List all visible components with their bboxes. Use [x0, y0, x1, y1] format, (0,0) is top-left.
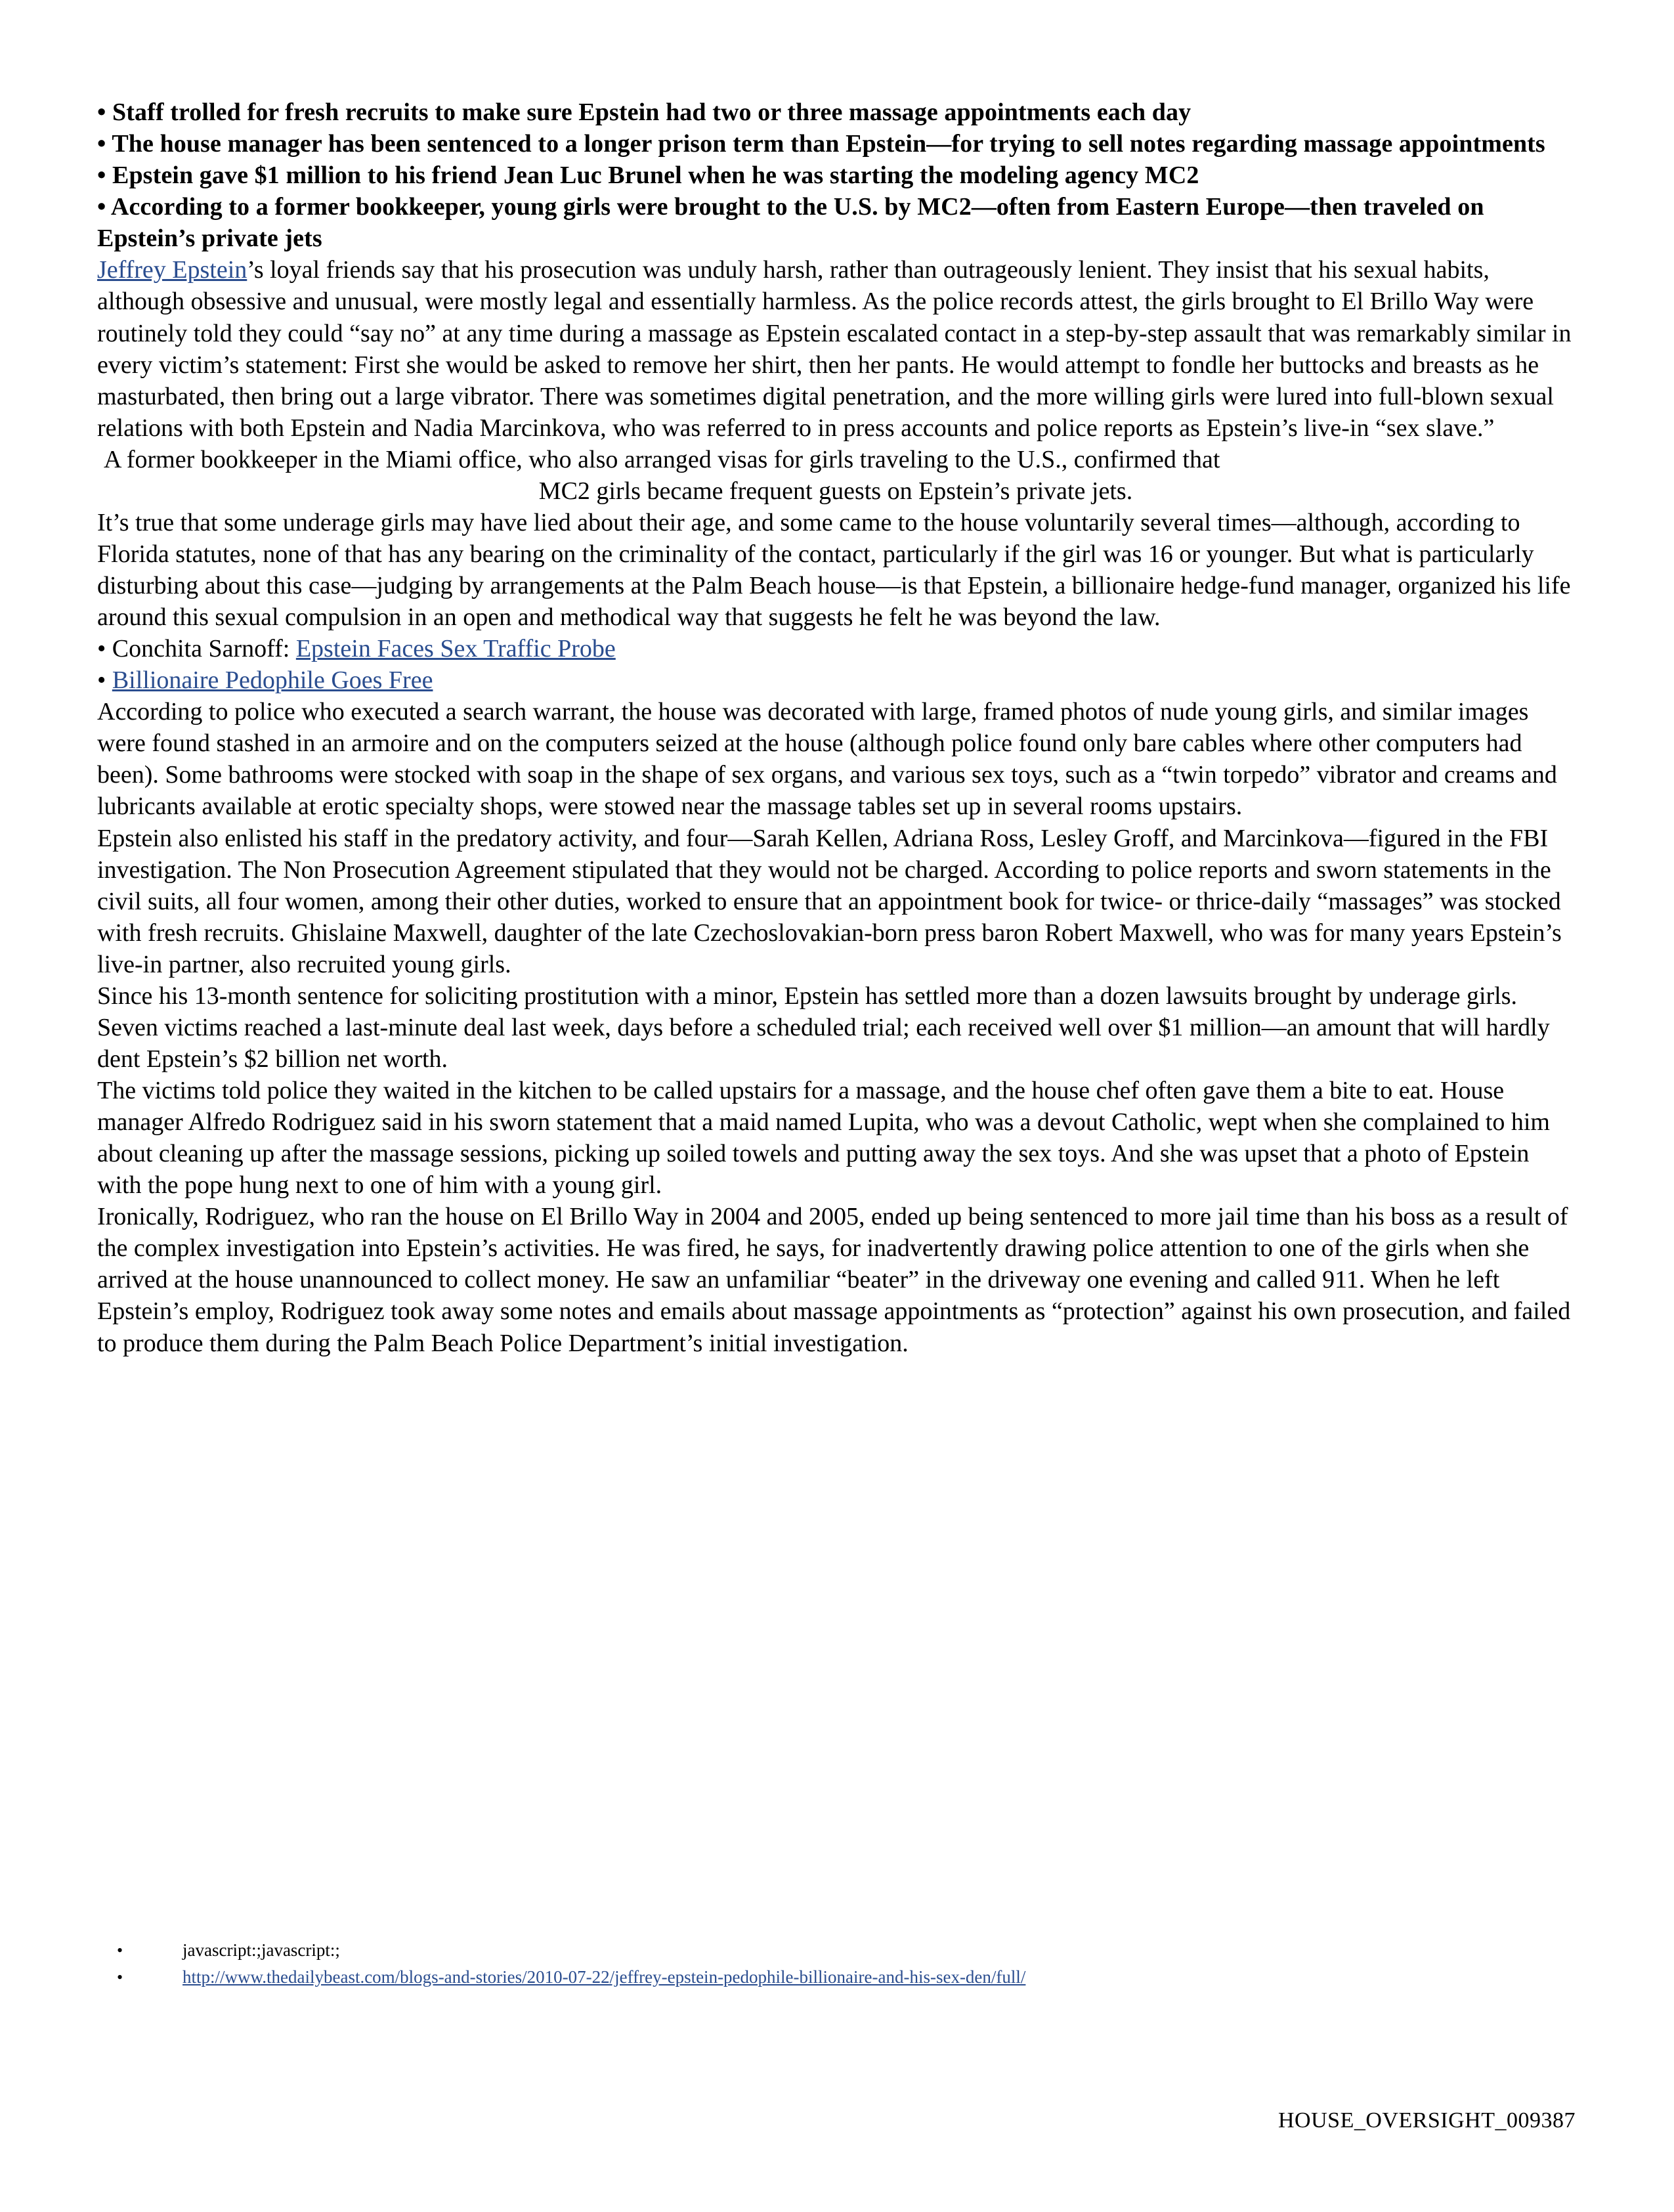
- paragraph-3: According to police who executed a search warrant, the house was decorated with large, framed photos of nude young girls, and similar images were found stashed in an armoire and on the computers seized at the house (although police found only bare cables where other computers had been). Some bathrooms were stocked with soap in the shape of sex organs, and various sex toys, such as a “twin torpedo” vibrator and creams and lubricants available at erotic specialty shops, were stowed near the massage tables set up in several rooms upstairs.: [97, 698, 1557, 821]
- paragraph-4: Epstein also enlisted his staff in the predatory activity, and four—Sarah Kellen, Adriana Ross, Lesley Groff, and Marcinkova—figured in the FBI investigation. The Non Prosecution Agreement stipulated that they would not be charged. According to police reports and sworn statements in the civil suits, all four women, among their other duties, worked to ensure that an appointment book for twice- or thrice-daily “massages” was stocked with fresh recruits. Ghislaine Maxwell, daughter of the late Czechoslovakian-born press baron Robert Maxwell, who was for many years Epstein’s live-in partner, also recruited young girls.: [97, 824, 1562, 978]
- footnote-text-1: javascript:;javascript:;: [182, 1940, 340, 1960]
- footnote-item-1: [97, 1937, 1574, 1964]
- epstein-faces-sex-traffic-probe-link[interactable]: Epstein Faces Sex Traffic Probe: [295, 635, 616, 663]
- daily-beast-url-link[interactable]: http://www.thedailybeast.com/blogs-and-stories/2010-07-22/jeffrey-epstein-pedophile-billionaire-and-his-sex-den/full/: [182, 1966, 1026, 1987]
- related-link-row-1: [97, 633, 1574, 664]
- paragraph-6: The victims told police they waited in the kitchen to be called upstairs for a massage, and the house chef often gave them a bite to eat. House manager Alfredo Rodriguez said in his sworn statement that a maid named Lupita, who was a devout Catholic, wept when she complained to him about cleaning up after the massage sessions, picking up soiled towels and putting away the sex toys. And she was upset that a photo of Epstein with the pope hung next to one of him with a young girl.: [97, 1077, 1550, 1200]
- related-link-prefix-1: • Conchita Sarnoff:: [97, 635, 296, 663]
- paragraph-1-text: ’s loyal friends say that his prosecution was unduly harsh, rather than outrageously lenient. They insist that his sexual habits, although obsessive and unusual, were mostly legal and essentially harmless. As the police records attest, the girls brought to El Brillo Way were routinely told they could “say no” at any time during a massage as Epstein escalated contact in a step-by-step assault that was remarkably similar in every victim’s statement: First she would be asked to remove her shirt, then her pants. He would attempt to fondle her buttocks and breasts as he masturbated, then bring out a large vibrator. There was sometimes digital penetration, and the more willing girls were lured into full-blown sexual relations with both Epstein and Nadia Marcinkova, who was referred to in press accounts and police reports as Epstein’s live-in “sex slave.”: [97, 256, 1572, 442]
- paragraph-5: Since his 13-month sentence for soliciting prostitution with a minor, Epstein has settled more than a dozen lawsuits brought by underage girls. Seven victims reached a last-minute deal last week, days before a scheduled trial; each received well over $1 million—an amount that will hardly dent Epstein’s $2 billion net worth.: [97, 982, 1550, 1073]
- paragraph-7: Ironically, Rodriguez, who ran the house on El Brillo Way in 2004 and 2005, ended up being sentenced to more jail time than his boss as a result of the complex investigation into Epstein’s activities. He was fired, he says, for inadvertently drawing police attention to one of the girls when she arrived at the house unannounced to collect money. He saw an unfamiliar “beater” in the driveway one evening and called 911. When he left Epstein’s employ, Rodriguez took away some notes and emails about massage appointments as “protection” against his own prosecution, and failed to produce them during the Palm Beach Police Department’s initial investigation.: [97, 1203, 1571, 1357]
- bullet-item-1: • Staff trolled for fresh recruits to make sure Epstein had two or three massage appointments each day: [97, 98, 1191, 126]
- footnote-list: [97, 1937, 1574, 1990]
- related-link-prefix-2: •: [97, 666, 112, 695]
- bullet-item-2: • The house manager has been sentenced to a longer prison term than Epstein—for trying to sell notes regarding massage appointments: [97, 129, 1545, 158]
- pull-quote-line-1: A former bookkeeper in the Miami office, who also arranged visas for girls traveling to the U.S., confirmed that: [104, 445, 1220, 473]
- paragraph-1: [97, 254, 1574, 443]
- bullet-item-3: • Epstein gave $1 million to his friend Jean Luc Brunel when he was starting the modeling agency MC2: [97, 161, 1199, 189]
- billionaire-pedophile-goes-free-link[interactable]: Billionaire Pedophile Goes Free: [112, 666, 433, 695]
- pull-quote-line-2: MC2 girls became frequent guests on Epstein’s private jets.: [538, 477, 1133, 505]
- bullet-icon: •: [117, 1967, 123, 1987]
- bates-stamp: HOUSE_OVERSIGHT_009387: [1278, 2108, 1576, 2133]
- related-link-row-2: [97, 664, 1574, 696]
- bullet-icon: •: [117, 1941, 123, 1960]
- bullet-item-4: • According to a former bookkeeper, young girls were brought to the U.S. by MC2—often from Eastern Europe—then traveled on Epstein’s private jets: [97, 192, 1484, 252]
- paragraph-2: It’s true that some underage girls may have lied about their age, and some came to the house voluntarily several times—although, according to Florida statutes, none of that has any bearing on the criminality of the contact, particularly if the girl was 16 or younger. But what is particularly disturbing about this case—judging by arrangements at the Palm Beach house—is that Epstein, a billionaire hedge-fund manager, organized his life around this sexual compulsion in an open and methodical way that suggests he felt he was beyond the law.: [97, 508, 1571, 632]
- jeffrey-epstein-link[interactable]: Jeffrey Epstein: [97, 256, 247, 284]
- document-body: [97, 97, 1574, 1359]
- footnote-item-2: [97, 1964, 1574, 1991]
